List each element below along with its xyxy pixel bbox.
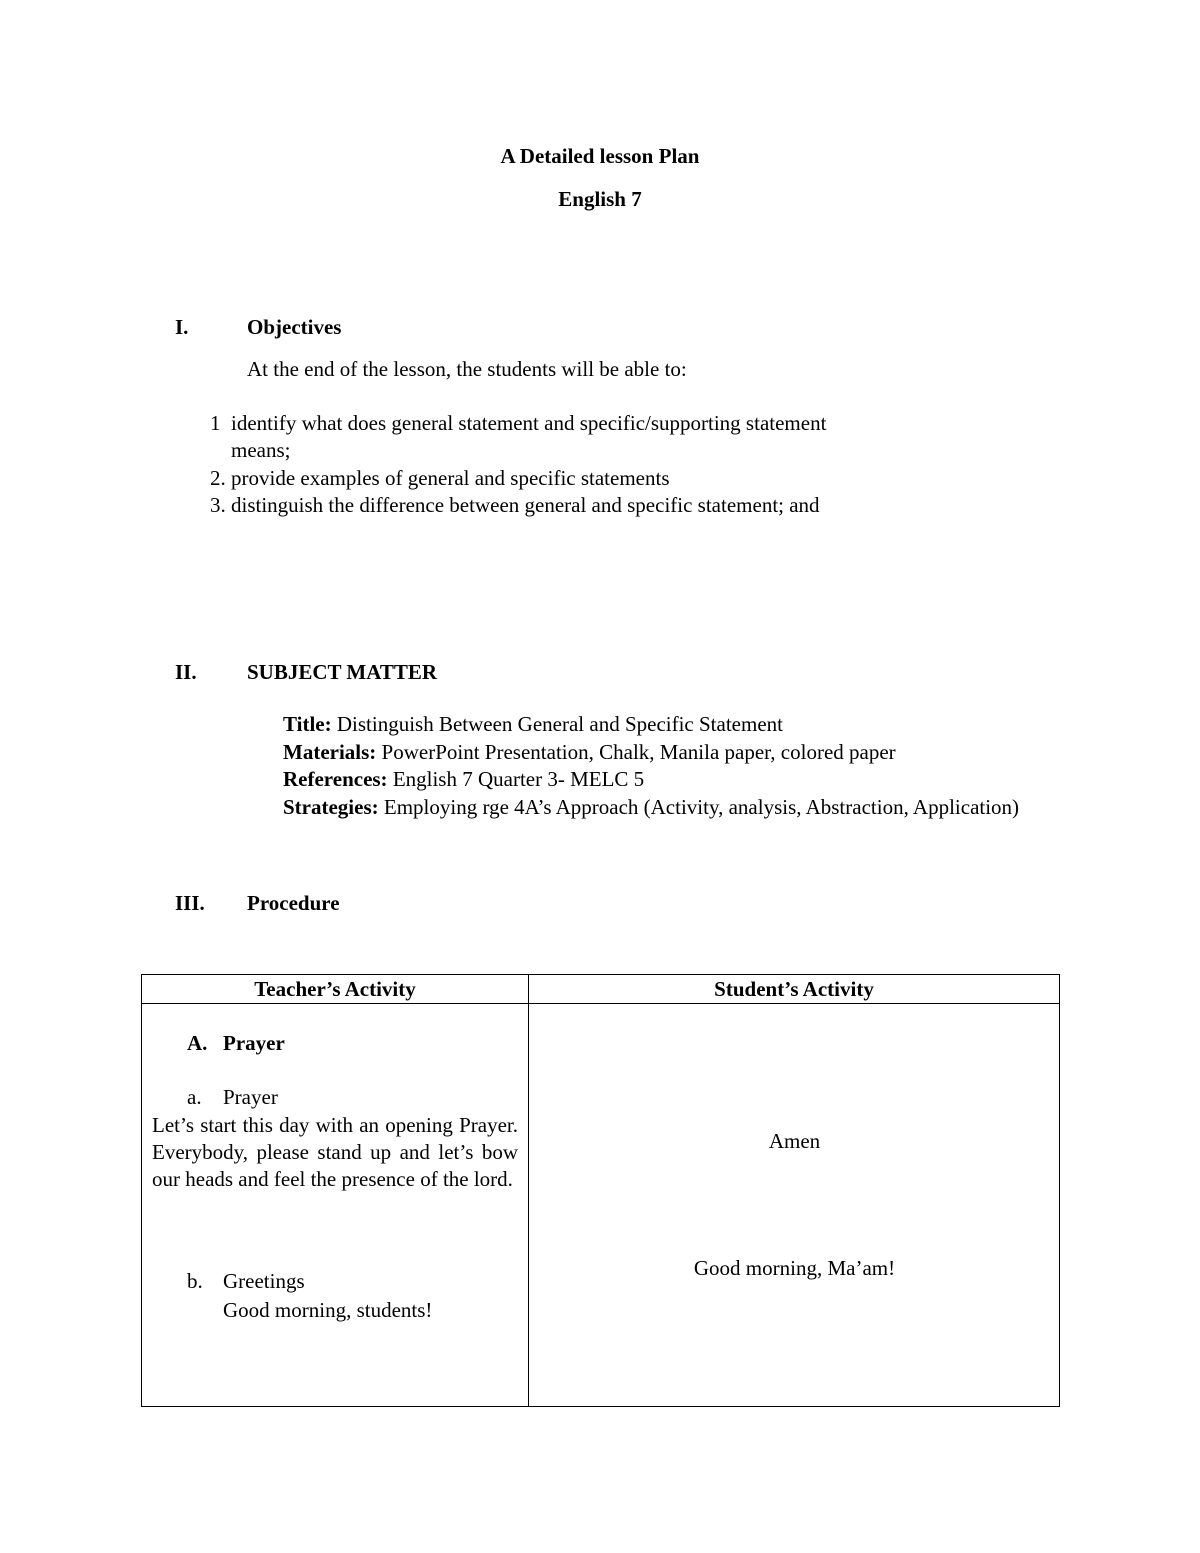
objectives-intro: At the end of the lesson, the students will be able to: bbox=[247, 357, 687, 381]
objective-text: distinguish the difference between general and specific statement; and bbox=[231, 493, 820, 517]
subject-matter-details bbox=[283, 711, 1058, 821]
table-header-row bbox=[142, 975, 1060, 1004]
materials-value: PowerPoint Presentation, Chalk, Manila paper, colored paper bbox=[381, 739, 896, 764]
document-subtitle: English 7 bbox=[558, 187, 642, 211]
subject-references-row bbox=[283, 766, 1058, 794]
objective-number: 1 bbox=[210, 411, 221, 435]
strategies-value: Employing rge 4A’s Approach (Activity, analysis, Abstraction, Application) bbox=[383, 794, 1020, 819]
greeting-text: Good morning, students! bbox=[223, 1298, 433, 1322]
references-label: References: bbox=[283, 767, 388, 791]
sub-item-letter: b. bbox=[187, 1269, 203, 1293]
objective-text: identify what does general statement and specific/supporting statement bbox=[231, 411, 827, 435]
student-response-greeting: Good morning, Ma’am! bbox=[693, 1256, 896, 1280]
sub-item-letter: a. bbox=[187, 1085, 202, 1109]
materials-label: Materials: bbox=[283, 739, 377, 764]
section-letter: A. bbox=[187, 1031, 208, 1055]
subject-matter-heading: SUBJECT MATTER bbox=[247, 660, 438, 684]
objective-number: 3. bbox=[210, 493, 226, 517]
teacher-activity-header: Teacher’s Activity bbox=[142, 975, 529, 1004]
objectives-heading: Objectives bbox=[247, 315, 342, 339]
subject-materials-row bbox=[283, 739, 1058, 767]
student-activity-cell bbox=[529, 1004, 1060, 1407]
section-title: Prayer bbox=[223, 1031, 285, 1055]
procedure-heading: Procedure bbox=[247, 891, 340, 915]
sub-item-title: Prayer bbox=[223, 1085, 278, 1109]
procedure-table bbox=[141, 974, 1060, 1407]
title-value: Distinguish Between General and Specific Statement bbox=[336, 712, 783, 736]
objectives-numeral: I. bbox=[175, 315, 189, 339]
student-activity-header: Student’s Activity bbox=[529, 975, 1060, 1004]
objective-number: 2. bbox=[210, 466, 226, 490]
prayer-instruction: Let’s start this day with an opening Prayer. Everybody, please stand up and let’s bow our heads and feel the presence of the lord. bbox=[152, 1113, 518, 1191]
title-label: Title: bbox=[283, 712, 332, 736]
subject-strategies-row bbox=[283, 794, 1058, 822]
procedure-numeral: III. bbox=[175, 891, 205, 915]
objective-text-continued: means; bbox=[231, 438, 291, 462]
sub-item-title: Greetings bbox=[223, 1269, 305, 1293]
subject-matter-numeral: II. bbox=[175, 660, 197, 684]
objective-text: provide examples of general and specific statements bbox=[231, 466, 670, 490]
strategies-label: Strategies: bbox=[283, 794, 379, 819]
subject-title-row bbox=[283, 711, 1058, 739]
document-title: A Detailed lesson Plan bbox=[500, 144, 700, 168]
references-value: English 7 Quarter 3- MELC 5 bbox=[392, 767, 645, 791]
teacher-activity-cell bbox=[142, 1004, 529, 1407]
table-row bbox=[142, 1004, 1060, 1407]
student-response-amen: Amen bbox=[768, 1129, 821, 1153]
